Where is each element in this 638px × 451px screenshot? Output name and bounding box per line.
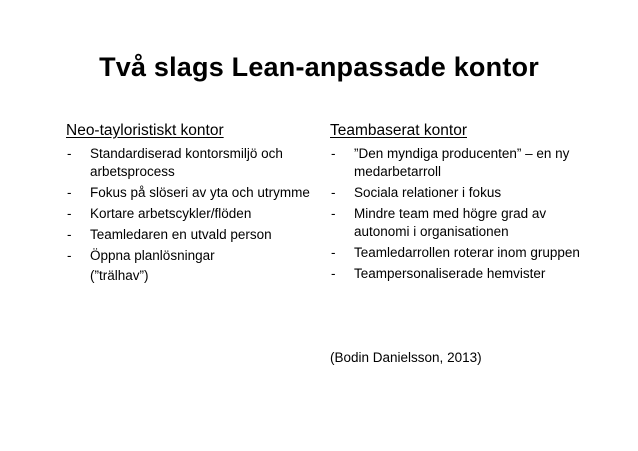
list-item-text: Fokus på slöseri av yta och utrymme [90, 185, 310, 200]
bullet-dash: - [67, 206, 72, 221]
list-item [66, 145, 316, 181]
list-item [66, 184, 316, 202]
left-column-heading: Neo-tayloristiskt kontor [66, 122, 224, 139]
right-column [330, 122, 590, 286]
bullet-dash: - [331, 206, 336, 221]
list-item-text: Teamledarrollen roterar inom gruppen [354, 245, 580, 260]
list-item [66, 205, 316, 223]
list-item-text: Standardiserad kontorsmiljö och arbetsprocess [90, 146, 283, 179]
left-item-continuation: (”trälhav”) [90, 268, 149, 283]
list-item-text: Öppna planlösningar [90, 248, 215, 263]
bullet-dash: - [67, 227, 72, 242]
list-item [330, 244, 590, 262]
slide-title: Två slags Lean-anpassade kontor [99, 52, 539, 82]
list-item-text: ”Den myndiga producenten” – en ny medarbetarroll [354, 146, 570, 179]
left-column [66, 122, 316, 285]
bullet-dash: - [331, 185, 336, 200]
bullet-dash: - [331, 266, 336, 281]
list-item [66, 226, 316, 244]
list-item-text: Sociala relationer i fokus [354, 185, 502, 200]
list-item [66, 247, 316, 265]
bullet-dash: - [331, 245, 336, 260]
list-item [330, 205, 590, 241]
left-bullet-list [66, 145, 316, 265]
list-item-text: Teampersonaliserade hemvister [354, 266, 546, 281]
bullet-dash: - [67, 185, 72, 200]
list-item-text: Mindre team med högre grad av autonomi i organisationen [354, 206, 547, 239]
list-item [330, 265, 590, 283]
right-column-heading: Teambaserat kontor [330, 122, 467, 139]
list-item-text: Kortare arbetscykler/flöden [90, 206, 252, 221]
citation: (Bodin Danielsson, 2013) [330, 350, 482, 365]
list-item-text: Teamledaren en utvald person [90, 227, 272, 242]
list-item [330, 184, 590, 202]
list-item [330, 145, 590, 181]
bullet-dash: - [67, 146, 72, 161]
bullet-dash: - [67, 248, 72, 263]
right-bullet-list [330, 145, 590, 283]
bullet-dash: - [331, 146, 336, 161]
